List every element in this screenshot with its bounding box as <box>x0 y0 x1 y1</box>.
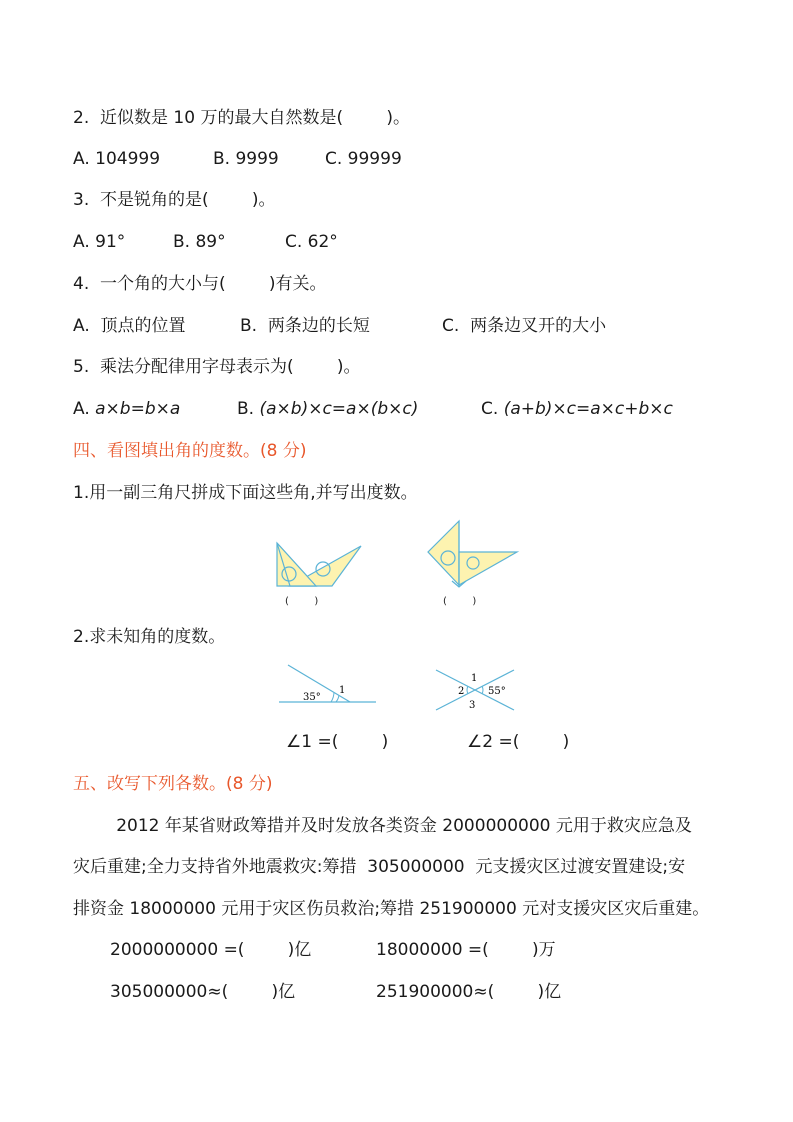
fig2-label-1: 1 <box>471 673 478 684</box>
triangle-figure-right <box>428 521 517 587</box>
q5-option-c: C. (a+b)×c=a×c+b×c <box>481 399 673 419</box>
triangle-figure-left <box>277 543 361 586</box>
question-3-stem: 3. 不是锐角的是( )。 <box>73 190 276 210</box>
rewrite-row-2-left: 305000000≈( )亿 <box>110 982 296 1002</box>
q2-option-a: A. 104999 <box>73 149 161 169</box>
fig2-label-3: 3 <box>469 700 476 711</box>
q4-option-c: C. 两条边叉开的大小 <box>442 316 607 336</box>
section-4-sub1: 1.用一副三角尺拼成下面这些角,并写出度数。 <box>73 483 418 503</box>
section-5-paragraph-line-2: 灾后重建;全力支持省外地震救灾:筹措 305000000 元支援灾区过渡安置建设;安 <box>73 857 686 877</box>
section-4-heading: 四、看图填出角的度数。(8 分) <box>73 441 307 461</box>
q5-option-b: B. (a×b)×c=a×(b×c) <box>237 399 419 419</box>
fig1-angle-label: 35° <box>303 692 321 703</box>
q4-option-a: A. 顶点的位置 <box>73 316 186 336</box>
angle-1-answer: ∠1 =( ) <box>286 732 389 752</box>
rewrite-row-1-right: 18000000 =( )万 <box>376 940 556 960</box>
question-2-stem: 2. 近似数是 10 万的最大自然数是( )。 <box>73 108 410 128</box>
q2-option-b: B. 9999 <box>213 149 279 169</box>
question-5-stem: 5. 乘法分配律用字母表示为( )。 <box>73 357 361 377</box>
angle-figures <box>0 660 793 730</box>
rewrite-row-1-left: 2000000000 =( )亿 <box>110 940 312 960</box>
q3-option-a: A. 91° <box>73 232 126 252</box>
rewrite-row-2-right: 251900000≈( )亿 <box>376 982 562 1002</box>
fig2-label-2: 2 <box>458 686 465 697</box>
section-5-heading: 五、改写下列各数。(8 分) <box>73 774 273 794</box>
section-5-paragraph-line-3: 排资金 18000000 元用于灾区伤员救治;筹措 251900000 元对支援灾区灾后重建。 <box>73 899 710 919</box>
figure-right-blank: ( ) <box>443 596 477 607</box>
q3-option-c: C. 62° <box>285 232 338 252</box>
fig1-unknown-label: 1 <box>339 685 346 696</box>
angle-2-answer: ∠2 =( ) <box>467 732 570 752</box>
section-4-sub2: 2.求未知角的度数。 <box>73 627 226 647</box>
angle-figure-1 <box>279 665 376 703</box>
q2-option-c: C. 99999 <box>325 149 402 169</box>
fig2-angle-label: 55° <box>488 686 506 697</box>
q4-option-b: B. 两条边的长短 <box>240 316 370 336</box>
angle-figure-2 <box>436 670 514 711</box>
section-5-paragraph-line-1: 2012 年某省财政筹措并及时发放各类资金 2000000000 元用于救灾应急及 <box>73 816 692 836</box>
q5-option-a: A. a×b=b×a <box>73 399 181 419</box>
q3-option-b: B. 89° <box>173 232 226 252</box>
question-4-stem: 4. 一个角的大小与( )有关。 <box>73 274 327 294</box>
figure-left-blank: ( ) <box>285 596 319 607</box>
